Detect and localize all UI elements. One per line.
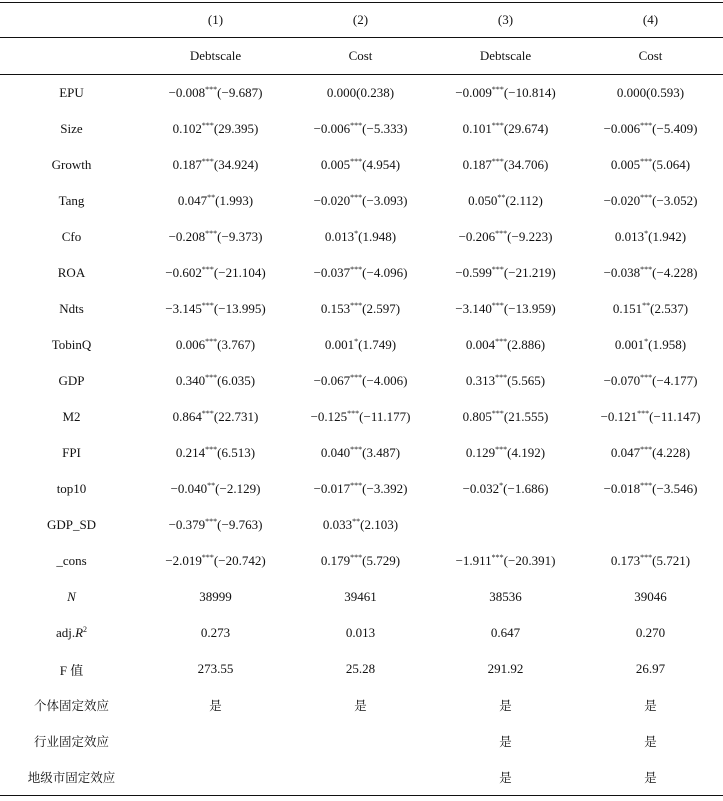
coefficient-cell [578, 471, 723, 507]
dependent-variable: Cost [578, 38, 723, 75]
significance-stars: *** [491, 409, 504, 418]
coefficient: 0.805 [462, 409, 492, 424]
significance-stars: *** [350, 301, 363, 310]
t-statistic: (−3.093) [362, 193, 408, 208]
t-statistic: (−21.104) [213, 265, 266, 280]
coefficient-cell [288, 399, 433, 435]
t-statistic: (2.886) [507, 337, 546, 352]
fixed-effect-value: 是 [499, 734, 512, 749]
significance-stars: *** [640, 481, 653, 490]
t-statistic: (−9.223) [507, 229, 553, 244]
fixed-effect-value: 是 [499, 698, 512, 713]
significance-stars: ** [207, 193, 216, 202]
coefficient-cell [433, 507, 578, 543]
coefficient-cell [578, 327, 723, 363]
variable-label: GDP [58, 373, 85, 388]
coefficient-cell [433, 363, 578, 399]
coefficient-cell [143, 75, 288, 112]
corner-cell [0, 38, 143, 75]
table-row [0, 399, 723, 435]
t-statistic: (−11.147) [649, 409, 701, 424]
table-row [0, 147, 723, 183]
stat-value: 38999 [199, 589, 232, 604]
t-statistic: (6.035) [217, 373, 256, 388]
coefficient-cell [288, 435, 433, 471]
fixed-effect-value [143, 723, 288, 759]
significance-stars: ** [207, 481, 216, 490]
coefficient: 0.001 [324, 337, 355, 352]
t-statistic: (−13.995) [213, 301, 266, 316]
significance-stars: *** [201, 121, 214, 130]
coefficient: 0.047 [610, 445, 641, 460]
column-number: (3) [433, 3, 578, 38]
variable-label: Cfo [61, 229, 82, 244]
t-statistic: (1.958) [648, 337, 687, 352]
stat-value: 25.28 [345, 661, 376, 676]
t-statistic: (−11.177) [359, 409, 411, 424]
significance-stars: *** [491, 265, 504, 274]
coefficient-cell [578, 183, 723, 219]
table-row [0, 111, 723, 147]
coefficient: −1.911 [455, 553, 492, 568]
significance-stars: *** [640, 553, 653, 562]
t-statistic: (3.487) [362, 445, 401, 460]
fixed-effect-value [288, 759, 433, 796]
t-statistic: (22.731) [213, 409, 259, 424]
coefficient-cell [578, 543, 723, 579]
coefficient: 0.340 [175, 373, 206, 388]
coefficient-cell [433, 291, 578, 327]
coefficient-cell [288, 219, 433, 255]
t-statistic: (−9.687) [217, 85, 263, 100]
coefficient: 0.040 [320, 445, 351, 460]
t-statistic: (−20.742) [213, 553, 266, 568]
t-statistic: (−21.219) [503, 265, 556, 280]
coefficient-cell [578, 255, 723, 291]
significance-stars: * [644, 229, 649, 238]
table-row [0, 543, 723, 579]
t-statistic: (−10.814) [503, 85, 556, 100]
coefficient: −0.067 [313, 373, 351, 388]
significance-stars: *** [205, 85, 218, 94]
table-row [0, 183, 723, 219]
significance-stars: *** [205, 373, 218, 382]
significance-stars: *** [491, 553, 504, 562]
coefficient: −0.008 [168, 85, 206, 100]
coefficient-cell [578, 219, 723, 255]
coefficient: −0.040 [170, 481, 208, 496]
stat-row [0, 651, 723, 687]
t-statistic: (1.749) [358, 337, 397, 352]
coefficient-cell [433, 435, 578, 471]
t-statistic: (−3.546) [652, 481, 698, 496]
stat-row [0, 615, 723, 651]
t-statistic: (5.729) [362, 553, 401, 568]
table-row [0, 507, 723, 543]
coefficient-cell [143, 255, 288, 291]
coefficient: 0.153 [320, 301, 351, 316]
coefficient: 0.102 [172, 121, 202, 136]
coefficient: 0.047 [177, 193, 208, 208]
coefficient: −0.018 [603, 481, 641, 496]
variable-label: Growth [51, 157, 92, 172]
coefficient: −0.037 [313, 265, 351, 280]
significance-stars: *** [640, 373, 653, 382]
table-row [0, 219, 723, 255]
fixed-effect-value: 是 [209, 698, 222, 713]
coefficient: 0.001 [614, 337, 645, 352]
significance-stars: *** [350, 121, 363, 130]
coefficient-cell [288, 471, 433, 507]
coefficient-cell [143, 111, 288, 147]
significance-stars: *** [347, 409, 360, 418]
significance-stars: *** [640, 193, 653, 202]
stat-value: 0.647 [490, 625, 521, 640]
coefficient-cell [578, 507, 723, 543]
coefficient: 0.173 [610, 553, 641, 568]
table-row [0, 75, 723, 112]
coefficient: 0.050 [468, 193, 498, 208]
coefficient-cell [143, 363, 288, 399]
t-statistic: (−13.959) [503, 301, 556, 316]
significance-stars: *** [205, 229, 218, 238]
variable-label: GDP_SD [46, 517, 97, 532]
coefficient: −3.145 [165, 301, 202, 316]
t-statistic: (0.593) [646, 85, 685, 100]
significance-stars: *** [205, 337, 218, 346]
t-statistic: (34.706) [503, 157, 549, 172]
significance-stars: * [499, 481, 504, 490]
stat-label: F 值 [59, 662, 84, 678]
t-statistic: (−4.228) [652, 265, 698, 280]
significance-stars: *** [640, 157, 653, 166]
significance-stars: *** [495, 445, 508, 454]
fixed-effect-value: 是 [578, 759, 723, 796]
coefficient: −0.602 [165, 265, 202, 280]
coefficient: −0.379 [168, 517, 206, 532]
t-statistic: (1.993) [215, 193, 254, 208]
variable-label: Ndts [59, 301, 84, 316]
fixed-effect-label: 行业固定效应 [33, 734, 109, 749]
t-statistic: (5.064) [652, 157, 691, 172]
significance-stars: *** [201, 301, 214, 310]
fixed-effect-label: 个体固定效应 [33, 698, 109, 713]
significance-stars: *** [350, 553, 363, 562]
stat-label-text: R [75, 625, 84, 640]
fixed-effect-value: 是 [644, 734, 657, 749]
stat-label-text: adj. [55, 625, 76, 640]
coefficient: 0.005 [610, 157, 641, 172]
coefficient-cell [288, 111, 433, 147]
coefficient: −0.121 [600, 409, 638, 424]
t-statistic: (29.395) [213, 121, 259, 136]
t-statistic: (−3.392) [362, 481, 408, 496]
dependent-variable: Debtscale [143, 38, 288, 75]
regression-table [0, 2, 723, 796]
t-statistic: (2.112) [505, 193, 543, 208]
coefficient: −0.020 [313, 193, 351, 208]
t-statistic: (4.228) [652, 445, 691, 460]
t-statistic: (−5.333) [362, 121, 408, 136]
coefficient-cell [578, 75, 723, 112]
coefficient: −0.006 [313, 121, 351, 136]
coefficient-cell [433, 543, 578, 579]
coefficient-cell [578, 435, 723, 471]
coefficient-cell [433, 255, 578, 291]
stat-value: 39046 [634, 589, 667, 604]
table-row [0, 327, 723, 363]
coefficient: 0.187 [462, 157, 492, 172]
significance-stars: *** [640, 265, 653, 274]
coefficient-cell [288, 363, 433, 399]
coefficient-cell [143, 183, 288, 219]
table-row [0, 435, 723, 471]
stat-label-text: N [67, 589, 76, 604]
coefficient: −0.006 [603, 121, 641, 136]
dependent-variable: Cost [288, 38, 433, 75]
stat-value: 0.013 [345, 625, 376, 640]
regression-table-body [0, 3, 723, 796]
significance-stars: ** [497, 193, 506, 202]
t-statistic: (6.513) [217, 445, 256, 460]
coefficient: 0.005 [320, 157, 351, 172]
fixed-effect-value: 是 [433, 759, 578, 796]
fixed-effect-label: 地级市固定效应 [0, 759, 143, 796]
coefficient: 0.004 [465, 337, 496, 352]
significance-stars: * [354, 229, 359, 238]
table-row [0, 363, 723, 399]
significance-stars: ** [642, 301, 651, 310]
coefficient: −0.038 [603, 265, 641, 280]
coefficient-cell [288, 507, 433, 543]
coefficient: 0.214 [175, 445, 206, 460]
fixed-effect-row [0, 759, 723, 796]
coefficient-cell [578, 399, 723, 435]
t-statistic: (4.192) [507, 445, 546, 460]
stat-value: 26.97 [635, 661, 666, 676]
stat-value: 0.270 [635, 625, 666, 640]
t-statistic: (−2.129) [215, 481, 261, 496]
coefficient: −2.019 [165, 553, 202, 568]
dependent-variable: Debtscale [433, 38, 578, 75]
coefficient: 0.000 [616, 85, 647, 100]
corner-cell [0, 3, 143, 38]
stat-value: 39461 [344, 589, 377, 604]
t-statistic: (−20.391) [503, 553, 556, 568]
table-row [0, 291, 723, 327]
t-statistic: (1.948) [358, 229, 397, 244]
coefficient: 0.006 [175, 337, 206, 352]
stat-value: 0.273 [200, 625, 231, 640]
variable-label: M2 [62, 409, 81, 424]
t-statistic: (0.238) [356, 85, 395, 100]
coefficient-cell [143, 471, 288, 507]
coefficient: −0.125 [310, 409, 348, 424]
stat-label [0, 579, 143, 615]
t-statistic: (21.555) [503, 409, 549, 424]
coefficient: −0.206 [458, 229, 496, 244]
significance-stars: * [354, 337, 359, 346]
coefficient-cell [143, 147, 288, 183]
coefficient-cell [288, 147, 433, 183]
fixed-effect-value [288, 723, 433, 759]
coefficient: 0.013 [614, 229, 645, 244]
coefficient-cell [578, 147, 723, 183]
variable-label: top10 [56, 481, 87, 496]
t-statistic: (−4.096) [362, 265, 408, 280]
coefficient: 0.179 [320, 553, 351, 568]
coefficient-cell [578, 363, 723, 399]
coefficient: −0.208 [168, 229, 206, 244]
t-statistic: (5.721) [652, 553, 691, 568]
fixed-effect-row [0, 687, 723, 723]
significance-stars: *** [495, 229, 508, 238]
stat-value: 291.92 [487, 661, 524, 676]
coefficient-cell [288, 255, 433, 291]
coefficient: −0.070 [603, 373, 641, 388]
variable-label: Tang [58, 193, 85, 208]
table-row [0, 471, 723, 507]
coefficient-cell [433, 147, 578, 183]
coefficient-cell [143, 543, 288, 579]
stat-value: 273.55 [197, 661, 234, 676]
significance-stars: *** [201, 265, 214, 274]
significance-stars: *** [350, 481, 363, 490]
coefficient-cell [433, 75, 578, 112]
variable-label: TobinQ [51, 337, 92, 352]
significance-stars: *** [637, 409, 650, 418]
fixed-effect-row [0, 723, 723, 759]
t-statistic: (34.924) [213, 157, 259, 172]
t-statistic: (−4.006) [362, 373, 408, 388]
t-statistic: (3.767) [217, 337, 256, 352]
coefficient-cell [288, 327, 433, 363]
dependent-variable-row [0, 38, 723, 75]
coefficient-cell [143, 435, 288, 471]
coefficient: −0.009 [455, 85, 492, 100]
significance-stars: *** [201, 157, 214, 166]
coefficient-cell [433, 327, 578, 363]
t-statistic: (2.537) [650, 301, 689, 316]
significance-stars: *** [495, 337, 508, 346]
significance-stars: *** [201, 553, 214, 562]
column-number: (4) [578, 3, 723, 38]
significance-stars: *** [350, 157, 363, 166]
coefficient: −0.599 [455, 265, 492, 280]
t-statistic: (1.942) [648, 229, 687, 244]
coefficient: −0.017 [313, 481, 351, 496]
column-number: (2) [288, 3, 433, 38]
t-statistic: (−1.686) [503, 481, 549, 496]
significance-stars: *** [491, 121, 504, 130]
significance-stars: ** [352, 517, 361, 526]
coefficient: 0.187 [172, 157, 202, 172]
significance-stars: *** [495, 373, 508, 382]
stat-value: 38536 [489, 589, 522, 604]
coefficient-cell [578, 111, 723, 147]
significance-stars: *** [640, 445, 653, 454]
coefficient-cell [143, 507, 288, 543]
significance-stars: *** [350, 445, 363, 454]
coefficient-cell [288, 543, 433, 579]
t-statistic: (2.597) [362, 301, 401, 316]
coefficient: 0.033 [322, 517, 353, 532]
significance-stars: * [644, 337, 649, 346]
significance-stars: *** [491, 85, 504, 94]
significance-stars: *** [205, 445, 218, 454]
coefficient-cell [143, 219, 288, 255]
coefficient-cell [288, 183, 433, 219]
coefficient: −3.140 [455, 301, 492, 316]
variable-label: ROA [57, 265, 86, 280]
coefficient: 0.129 [465, 445, 496, 460]
coefficient: 0.101 [462, 121, 492, 136]
t-statistic: (−4.177) [652, 373, 698, 388]
coefficient: 0.151 [612, 301, 643, 316]
t-statistic: (5.565) [507, 373, 546, 388]
t-statistic: (4.954) [362, 157, 401, 172]
coefficient-cell [578, 291, 723, 327]
coefficient-cell [143, 291, 288, 327]
coefficient-cell [288, 291, 433, 327]
coefficient: 0.013 [324, 229, 355, 244]
coefficient: −0.032 [462, 481, 500, 496]
variable-label: FPI [62, 445, 81, 460]
significance-stars: *** [205, 517, 218, 526]
t-statistic: (−5.409) [652, 121, 698, 136]
significance-stars: *** [640, 121, 653, 130]
coefficient-cell [433, 111, 578, 147]
significance-stars: *** [350, 373, 363, 382]
coefficient-cell [433, 183, 578, 219]
coefficient-cell [143, 399, 288, 435]
t-statistic: (−3.052) [652, 193, 698, 208]
column-number-row [0, 3, 723, 38]
stat-label [0, 615, 143, 651]
fixed-effect-value [143, 759, 288, 796]
t-statistic: (−9.373) [217, 229, 263, 244]
coefficient: 0.864 [172, 409, 202, 424]
t-statistic: (−9.763) [217, 517, 263, 532]
coefficient: −0.020 [603, 193, 641, 208]
significance-stars: *** [350, 193, 363, 202]
variable-label: EPU [59, 85, 84, 100]
t-statistic: (2.103) [360, 517, 399, 532]
coefficient-cell [143, 327, 288, 363]
table-row [0, 255, 723, 291]
significance-stars: *** [491, 157, 504, 166]
coefficient-cell [433, 399, 578, 435]
fixed-effect-value: 是 [354, 698, 367, 713]
coefficient-cell [433, 219, 578, 255]
stat-row [0, 579, 723, 615]
significance-stars: *** [201, 409, 214, 418]
stat-label-text: 2 [83, 625, 88, 634]
coefficient: 0.000 [326, 85, 357, 100]
significance-stars: *** [491, 301, 504, 310]
column-number: (1) [143, 3, 288, 38]
coefficient-cell [288, 75, 433, 112]
significance-stars: *** [350, 265, 363, 274]
coefficient-cell [433, 471, 578, 507]
variable-label: _cons [56, 553, 87, 568]
variable-label: Size [60, 121, 83, 136]
fixed-effect-value: 是 [644, 698, 657, 713]
coefficient: 0.313 [465, 373, 496, 388]
t-statistic: (29.674) [503, 121, 549, 136]
